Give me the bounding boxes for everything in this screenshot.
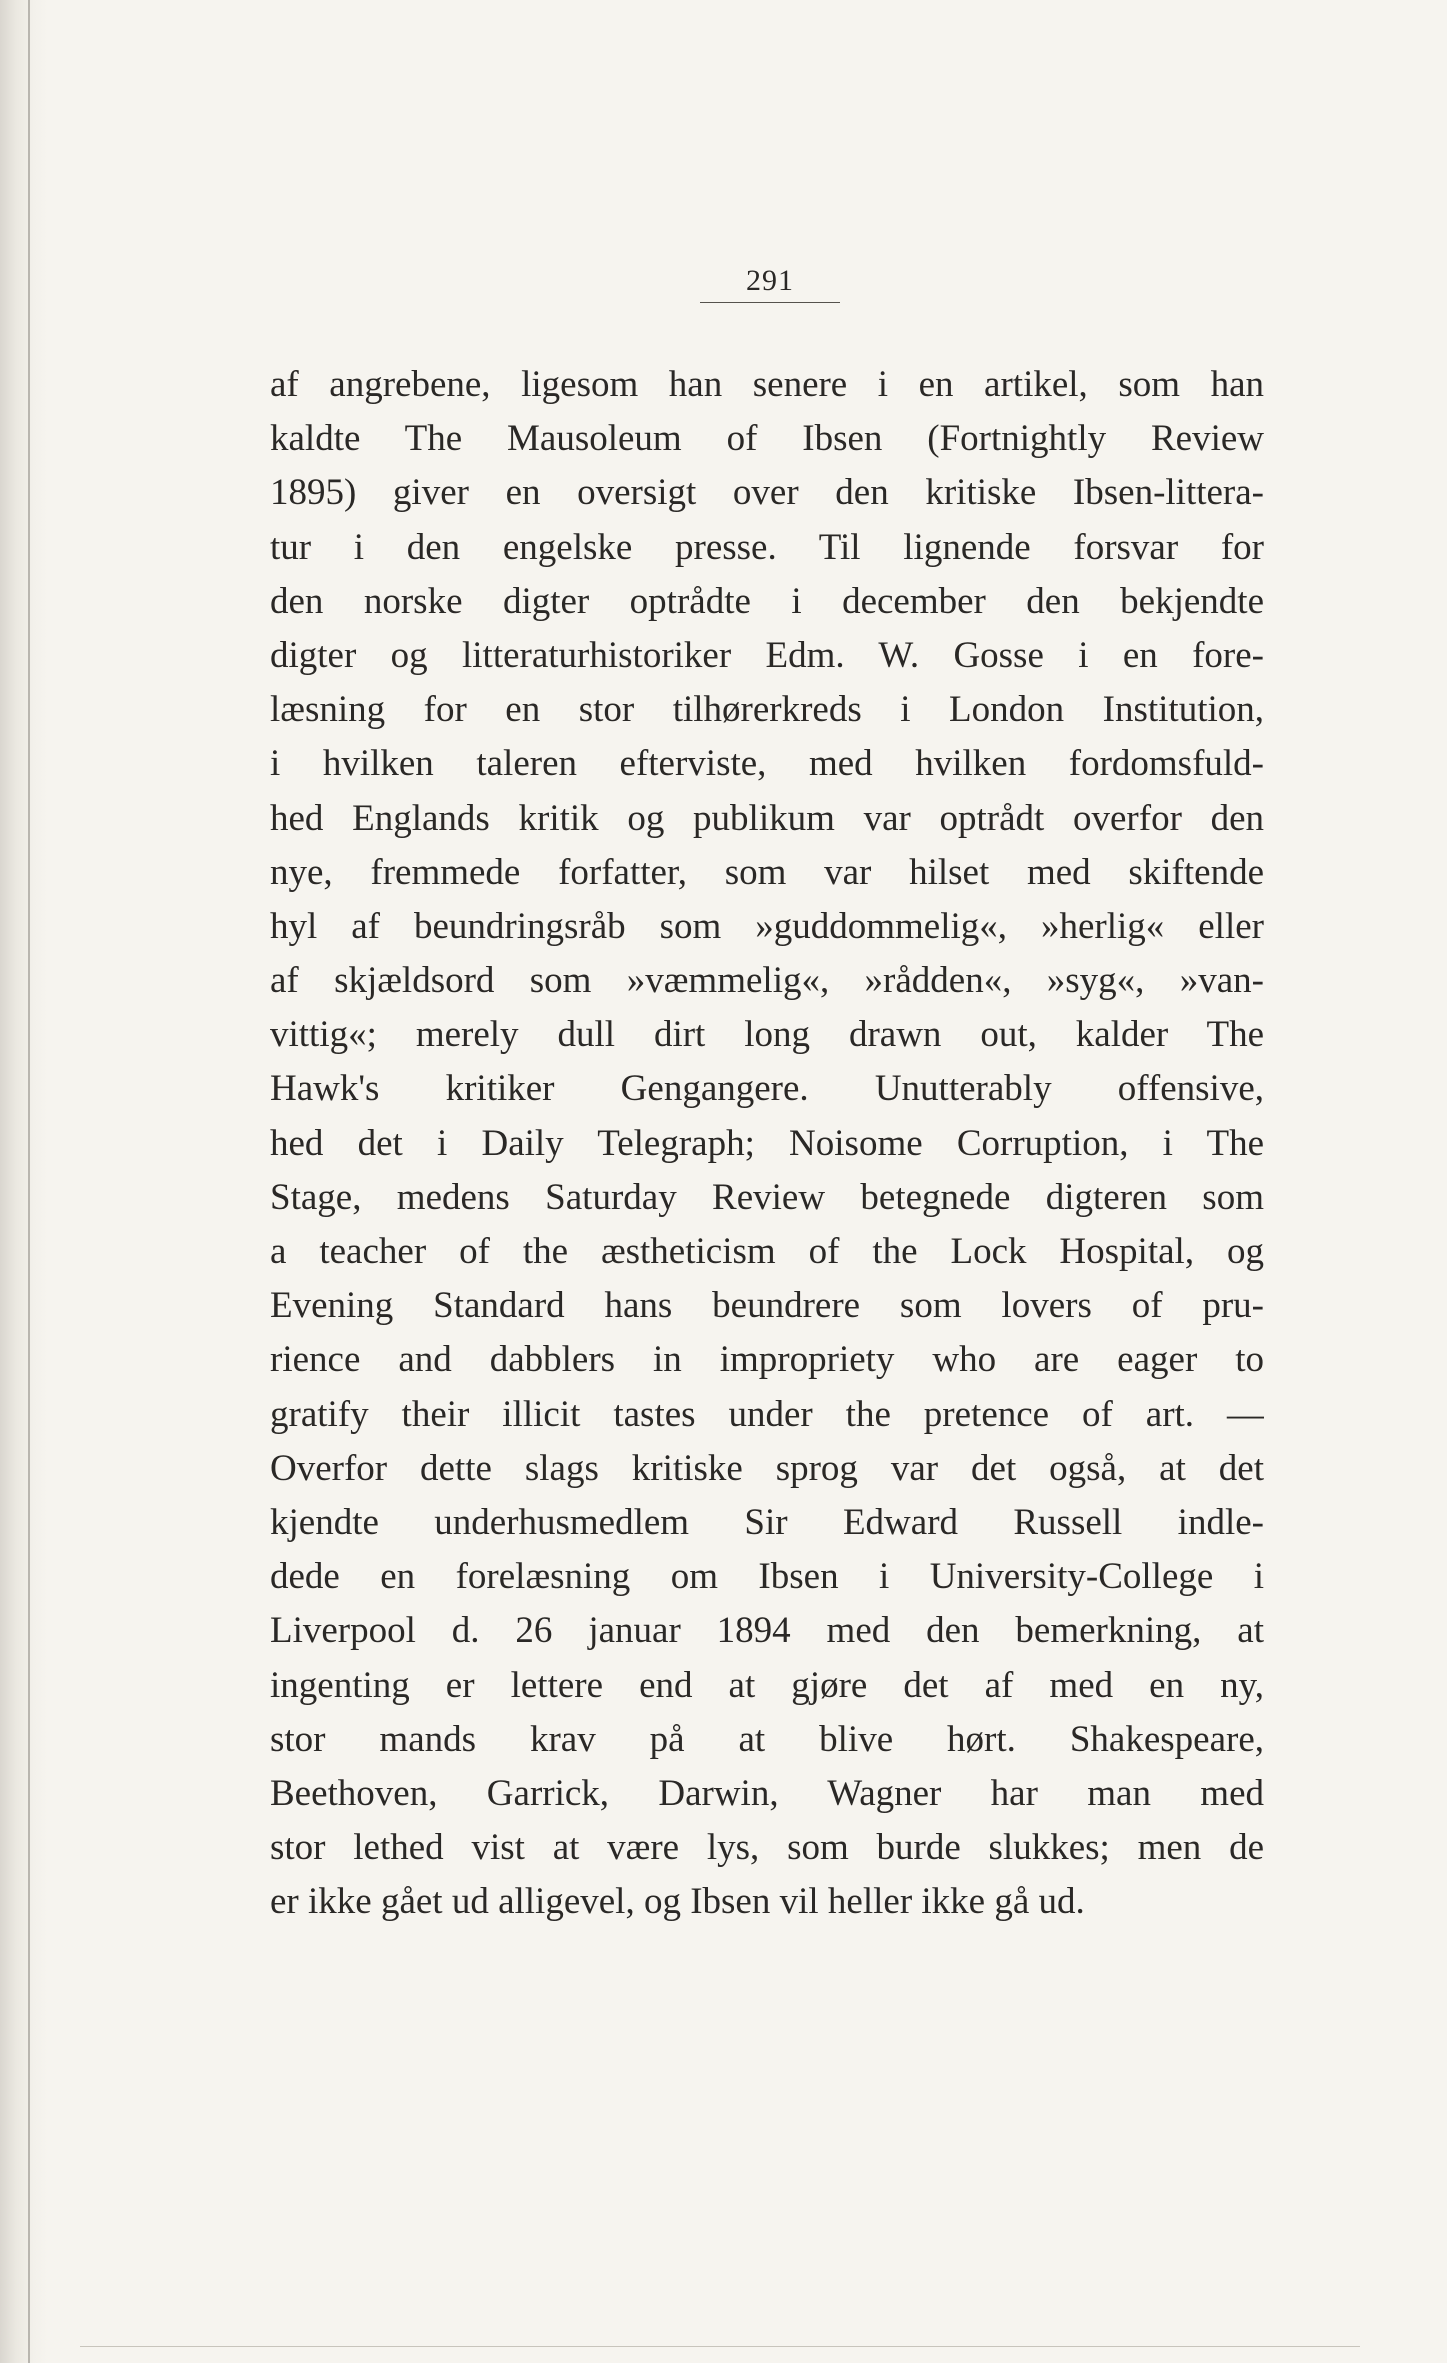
- text-line: Evening Standard hans beundrere som lovers of pru-: [270, 1285, 1264, 1327]
- text-line: den norske digter optrådte i december den bekjendte: [270, 580, 1264, 622]
- text-line: 1895) giver en oversigt over den kritiske Ibsen-littera-: [270, 472, 1264, 514]
- text-line: af angrebene, ligesom han senere i en artikel, som han: [270, 364, 1264, 405]
- text-line: Hawk's kritiker Gengangere. Unutterably offensive,: [270, 1068, 1264, 1110]
- text-line: ingenting er lettere end at gjøre det af med en ny,: [270, 1664, 1264, 1706]
- text-line: rience and dabblers in impropriety who are eager to: [270, 1339, 1264, 1381]
- text-line: hed det i Daily Telegraph; Noisome Corruption, i The: [270, 1122, 1264, 1164]
- text-line: digter og litteraturhistoriker Edm. W. Gosse i en fore-: [270, 634, 1264, 676]
- text-line: hed Englands kritik og publikum var optrådt overfor den: [270, 797, 1264, 839]
- text-line: kjendte underhusmedlem Sir Edward Russell indle-: [270, 1501, 1264, 1543]
- text-line: dede en forelæsning om Ibsen i University-College i: [270, 1556, 1264, 1598]
- text-line: Stage, medens Saturday Review betegnede digteren som: [270, 1176, 1264, 1218]
- page-bottom-edge: [80, 2346, 1360, 2347]
- text-line: af skjældsord som »væmmelig«, »rådden«, »syg«, »van-: [270, 960, 1264, 1002]
- text-line: læsning for en stor tilhørerkreds i London Institution,: [270, 689, 1264, 731]
- page-number-rule: [700, 302, 840, 303]
- text-line: Liverpool d. 26 januar 1894 med den bemerkning, at: [270, 1610, 1264, 1652]
- text-line: Overfor dette slags kritiske sprog var det også, at det: [270, 1447, 1264, 1489]
- text-line: gratify their illicit tastes under the pretence of art. —: [270, 1393, 1264, 1435]
- binding-line: [28, 0, 30, 2363]
- text-line: vittig«; merely dull dirt long drawn out, kalder The: [270, 1014, 1264, 1056]
- text-line: a teacher of the æstheticism of the Lock Hospital, og: [270, 1231, 1264, 1272]
- text-line: tur i den engelske presse. Til lignende forsvar for: [270, 526, 1264, 568]
- text-line: stor lethed vist at være lys, som burde slukkes; men de: [270, 1827, 1264, 1869]
- page-binding-edge: [0, 0, 48, 2363]
- text-line: hyl af beundringsråb som »guddommelig«, »herlig« eller: [270, 905, 1264, 947]
- page-number: 291: [746, 264, 794, 297]
- text-line: nye, fremmede forfatter, som var hilset med skiftende: [270, 851, 1264, 893]
- body-text: [270, 358, 1264, 1929]
- text-line: Beethoven, Garrick, Darwin, Wagner har man med: [270, 1772, 1264, 1814]
- text-line: stor mands krav på at blive hørt. Shakespeare,: [270, 1718, 1264, 1760]
- text-line: kaldte The Mausoleum of Ibsen (Fortnightly Review: [270, 418, 1264, 460]
- text-line: er ikke gået ud alligevel, og Ibsen vil heller ikke gå ud.: [270, 1881, 1085, 1923]
- text-line: i hvilken taleren efterviste, med hvilken fordomsfuld-: [270, 743, 1264, 785]
- page-header: [700, 262, 840, 303]
